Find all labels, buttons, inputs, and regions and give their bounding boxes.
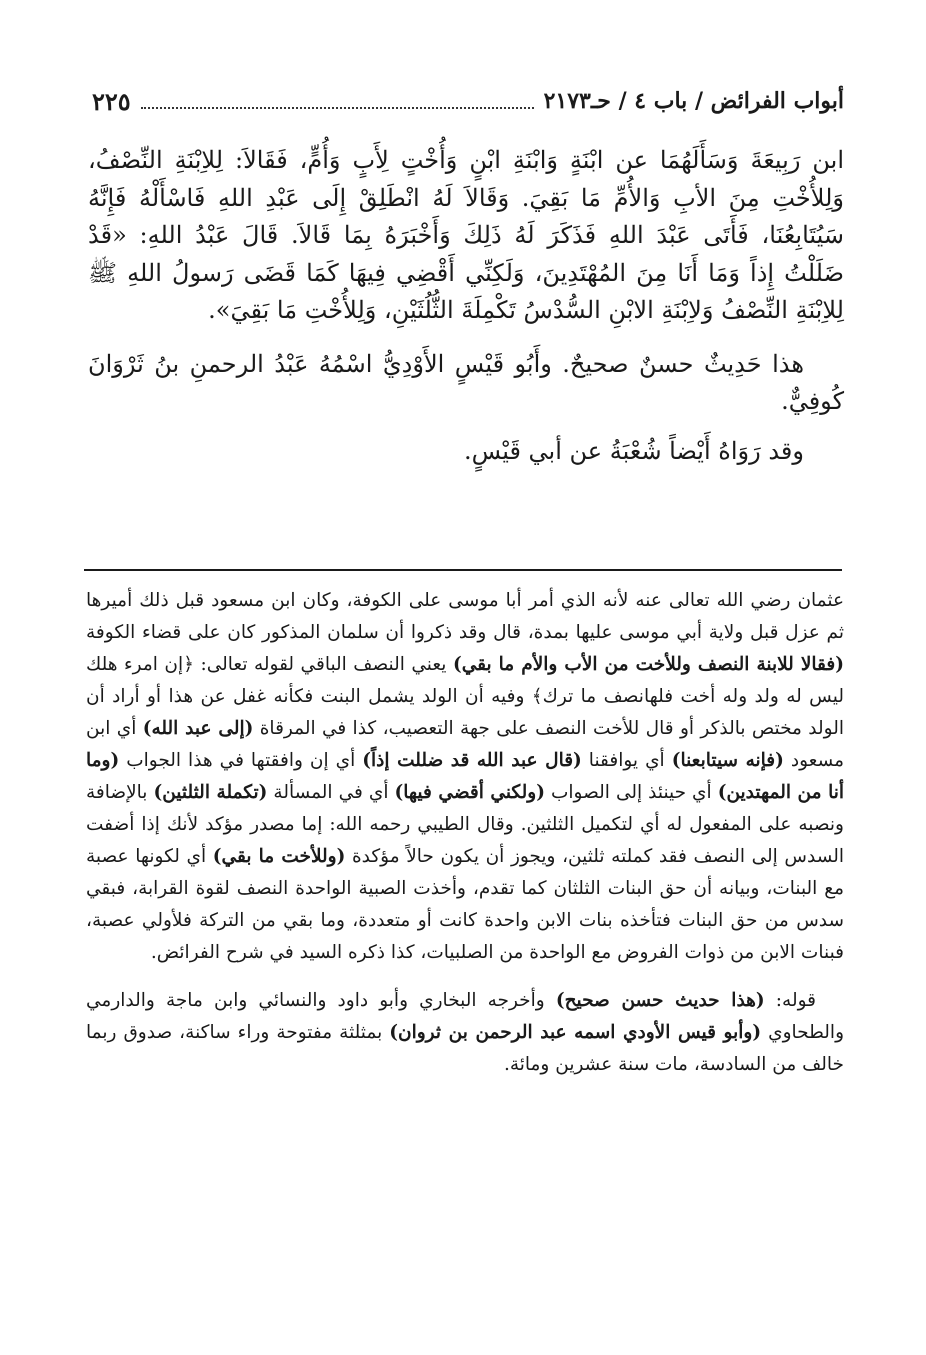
grading-paragraph: هذا حَدِيثٌ حسنٌ صحيحٌ. وأَبُو قَيْسٍ الأَوْدِيُّ اسْمُهُ عَبْدُ الرحمنِ بنُ ثَرْوَانَ كُوفِيٌّ. (88, 349, 844, 415)
commentary-quote: (فقالا للابنة النصف وللأخت من الأب والأم ما بقي) (452, 654, 844, 675)
commentary-quote: (وأبو قيس الأودي اسمه عبد الرحمن بن ثروان) (389, 1022, 762, 1043)
commentary-text: قوله: (764, 990, 816, 1011)
commentary-note (86, 985, 844, 1081)
commentary-text: أي ابن مسعود (86, 718, 845, 771)
commentary-text: يعني النصف الباقي لقوله تعالى: ﴿إن امرء هلك ليس له ولد وله أخت فلهانصف ما ترك﴾ وفيه أن الولد يشمل البنت فكأنه غفل عن هذا أو أراد أن الولد مختص بالذكر أو قال للأخت النصف على جهة التعصيب، كذا في المرقاة (86, 654, 844, 739)
commentary-text: وأخرجه البخاري وأبو داود والنسائي وابن ماجة والدارمي والطحاوي (86, 990, 845, 1043)
narration-paragraph: وقد رَوَاهُ أَيْضاً شُعْبَةُ عن أبي قَيْسٍ. (463, 436, 804, 465)
footnote-separator (84, 569, 842, 571)
commentary-quote: (فإنه سيتابعنا) (671, 750, 784, 771)
commentary-quote: (وللأخت ما بقي) (212, 846, 346, 867)
commentary-quote: (ولكني أقضي فيها) (394, 782, 545, 803)
commentary (86, 585, 844, 1081)
commentary-quote: (قال عبد الله قد ضللت إذاً) (362, 750, 582, 771)
running-header (92, 84, 844, 118)
commentary-text: بمثلثة مفتوحة وراء ساكنة، صدوق ربما خالف من السادسة، مات سنة عشرين ومائة. (86, 1022, 844, 1075)
header-title: أبواب الفرائض / باب ٤ / حـ٢١٧٣ (543, 88, 844, 114)
hadith-text (88, 142, 844, 470)
commentary-text: عثمان رضي الله تعالى عنه لأنه الذي أمر أبا موسى على الكوفة، وكان ابن مسعود قبل ذلك أميرها ثم عزل قبل ولاية أبي موسى عليها بمدة، قال وقد ذكروا أن سلمان المذكور كان على قضاء الكوفة (86, 590, 844, 643)
commentary-quote: (تكملة الثلثين) (153, 782, 268, 803)
commentary-quote: (هذا حديث حسن صحيح) (555, 990, 765, 1011)
commentary-text: بالإضافة ونصبه على المفعول له أي لتكميل الثلثين. وقال الطيبي رحمه الله: إما مصدر مؤكد لأنك إذا أضفت السدس إلى النصف فقد كملته ثلثين، ويجوز أن يكون حالاً مؤكدة (86, 782, 844, 867)
commentary-text: أي يوافقنا (581, 750, 672, 771)
hadith-paragraph: ابن رَبِيعَةَ وَسَأَلَهُمَا عن ابْنَةٍ وَابْنَةِ ابْنٍ وَأُخْتٍ لِأَبٍ وَأُمٍّ، فَقَالاَ: لِلاِبْنَةِ النِّصْفُ، وَلِلأُخْتِ مِنَ الأبِ وَالأُمِّ مَا بَقِيَ. وَقَالاَ لَهُ انْطَلِقْ إِلَى عَبْدِ اللهِ فَاسْأَلْهُ فَإِنَّهُ سَيُتَابِعُنَا، فَأَتَى عَبْدَ اللهِ فَذَكَرَ لَهُ ذَلِكَ وَأَخْبَرَهُ بِمَا قَالاَ. قَالَ عَبْدُ اللهِ: «قَدْ ضَلَلْتُ إِذاً وَمَا أَنَا مِنَ المُهْتَدِينَ، وَلَكِنِّي أَقْضِي فِيهَا كَمَا قَضَى رَسولُ اللهِ ﷺ لِلاِبْنَةِ النِّصْفُ وَلاِبْنَةِ الابْنِ السُّدْسُ تَكْمِلَةَ الثُّلُثَيْنِ، وَلِلأُخْتِ مَا بَقِيَ». (88, 146, 844, 324)
commentary-text: أي في المسألة (267, 782, 395, 803)
commentary-text: أي إن وافقتها في هذا الجواب (119, 750, 363, 771)
commentary-quote: (إلى عبد الله) (142, 718, 254, 739)
commentary-text: أي حينئذ إلى الصواب (544, 782, 718, 803)
header-dot-leader (141, 93, 534, 109)
commentary-note (86, 585, 844, 969)
page-number: ٢٢٥ (92, 86, 131, 116)
commentary-text: أي لكونها عصبة مع البنات، وبيانه أن حق البنات الثلثان كما تقدم، وأخذت الصبية الواحدة النصف لقوة القرابة، فبقي سدس من حق البنات فتأخذه بنات الابن واحدة كانت أو متعددة، وما بقي من التركة فلأولي عصبة، فبنات الابن من ذوات الفروض مع الواحدة من الصلبيات، كذا ذكره السيد في شرح الفرائض. (86, 846, 844, 963)
commentary-quote: (وما أنا من المهتدين) (86, 750, 845, 803)
